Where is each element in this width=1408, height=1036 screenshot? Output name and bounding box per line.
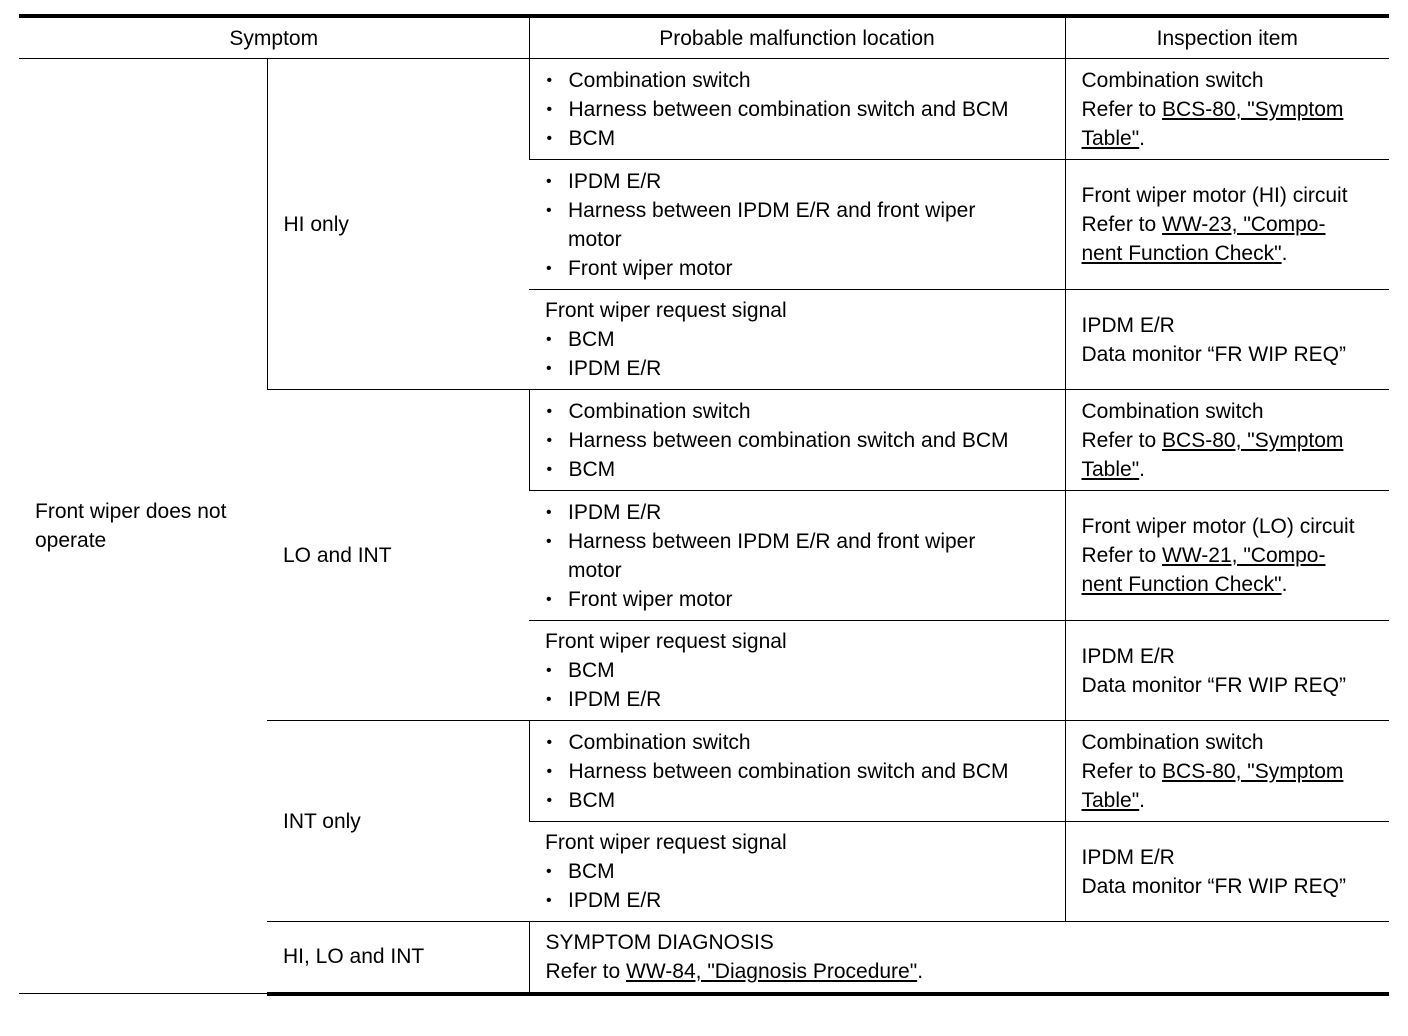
refer-text: Refer to [545,959,627,983]
symptom-diagnosis-title: SYMPTOM DIAGNOSIS [545,930,774,954]
list-item: • Harness between combination switch and BCM [546,426,1059,455]
bcs-80-link-cont[interactable]: Table" [1081,788,1140,812]
list-item: • BCM [545,656,1059,685]
location-list [545,167,1059,283]
location-cell [529,621,1065,721]
list-item: • BCM [546,786,1059,815]
list-item: • Harness between combination switch and BCM [546,757,1059,786]
symptom-all-modes: HI, LO and INT [267,922,529,994]
list-item: • IPDM E/R [545,886,1059,915]
inspection-cell [1065,721,1389,822]
inspection-cell [1065,290,1389,390]
list-item: • Harness between combination switch and BCM [546,95,1059,124]
location-cell [529,160,1065,290]
location-cell [529,290,1065,390]
list-item-text: Harness between IPDM E/R and front wiper [568,198,976,222]
location-list [545,498,1059,614]
list-item: • BCM [545,325,1059,354]
inspection-title: IPDM E/R [1081,845,1175,869]
header-inspection: Inspection item [1065,16,1389,59]
inspection-title: Combination switch [1081,68,1264,92]
inspection-title: Front wiper motor (LO) circuit [1081,515,1355,538]
symptom-hi-only: HI only [267,59,529,390]
location-list [546,397,1059,484]
ww-23-link-cont[interactable]: nent Function Check" [1081,242,1282,265]
request-title: Front wiper request signal [545,630,787,653]
inspection-title: Combination switch [1081,730,1264,754]
inspection-cell [1065,621,1389,721]
period: . [1139,457,1146,481]
location-list [545,325,1059,383]
symptom-main-line: Front wiper does not [35,500,227,523]
list-item-text: motor [568,227,622,251]
list-item: • IPDM E/R [545,167,1059,196]
list-item [545,196,1059,254]
list-item [545,527,1059,585]
inspection-title: IPDM E/R [1081,313,1175,337]
refer-text: Refer to [1081,213,1163,236]
list-item: • IPDM E/R [545,498,1059,527]
period: . [1139,788,1146,812]
ww-84-link[interactable]: WW-84, "Diagnosis Procedure" [626,959,918,983]
list-item: • Combination switch [546,728,1059,757]
list-item: • Combination switch [546,66,1059,95]
bcs-80-link-cont[interactable]: Table" [1081,457,1140,481]
symptom-main-cell [19,59,267,994]
location-list [545,656,1059,714]
inspection-title: IPDM E/R [1081,644,1175,668]
list-item: • BCM [546,124,1059,153]
inspection-detail: Data monitor “FR WIP REQ” [1081,673,1346,697]
inspection-detail: Data monitor “FR WIP REQ” [1081,874,1346,898]
period: . [1139,126,1146,150]
list-item-text: motor [568,558,622,582]
header-location: Probable malfunction location [529,16,1065,59]
location-list [545,857,1059,915]
location-cell [529,721,1065,822]
inspection-cell [1065,491,1389,621]
list-item-text: Harness between IPDM E/R and front wiper [568,529,976,553]
refer-text: Refer to [1081,544,1163,567]
inspection-title: Front wiper motor (HI) circuit [1081,184,1348,207]
inspection-cell [1065,390,1389,491]
list-item: • BCM [545,857,1059,886]
refer-text: Refer to [1081,428,1163,452]
symptom-main-line: operate [35,529,107,552]
inspection-cell [1065,59,1389,160]
ww-21-link-cont[interactable]: nent Function Check" [1081,573,1282,596]
list-item: • Combination switch [546,397,1059,426]
inspection-detail: Data monitor “FR WIP REQ” [1081,342,1346,366]
list-item: • Front wiper motor [545,254,1059,283]
ww-23-link[interactable]: WW-23, "Compo- [1162,213,1326,236]
location-cell [529,59,1065,160]
location-cell [529,390,1065,491]
refer-text: Refer to [1081,759,1163,783]
period: . [917,959,924,983]
bcs-80-link[interactable]: BCS-80, "Symptom [1162,97,1344,121]
diagnosis-table [19,14,1389,996]
bcs-80-link[interactable]: BCS-80, "Symptom [1162,759,1344,783]
symptom-lo-int: LO and INT [267,390,529,721]
refer-text: Refer to [1081,97,1163,121]
period: . [1281,573,1288,596]
list-item: • BCM [546,455,1059,484]
symptom-int-only: INT only [267,721,529,922]
request-title: Front wiper request signal [545,299,787,322]
location-cell [529,822,1065,922]
location-list [546,728,1059,815]
inspection-title: Combination switch [1081,399,1264,423]
list-item: • Front wiper motor [545,585,1059,614]
final-cell [529,922,1389,994]
bcs-80-link[interactable]: BCS-80, "Symptom [1162,428,1344,452]
list-item: • IPDM E/R [545,685,1059,714]
header-symptom: Symptom [19,16,529,59]
location-list [546,66,1059,153]
period: . [1281,242,1288,265]
location-cell [529,491,1065,621]
table-row [19,59,1389,160]
inspection-cell [1065,822,1389,922]
header-row [19,16,1389,59]
request-title: Front wiper request signal [545,831,787,854]
bcs-80-link-cont[interactable]: Table" [1081,126,1140,150]
ww-21-link[interactable]: WW-21, "Compo- [1162,544,1326,567]
inspection-cell [1065,160,1389,290]
list-item: • IPDM E/R [545,354,1059,383]
